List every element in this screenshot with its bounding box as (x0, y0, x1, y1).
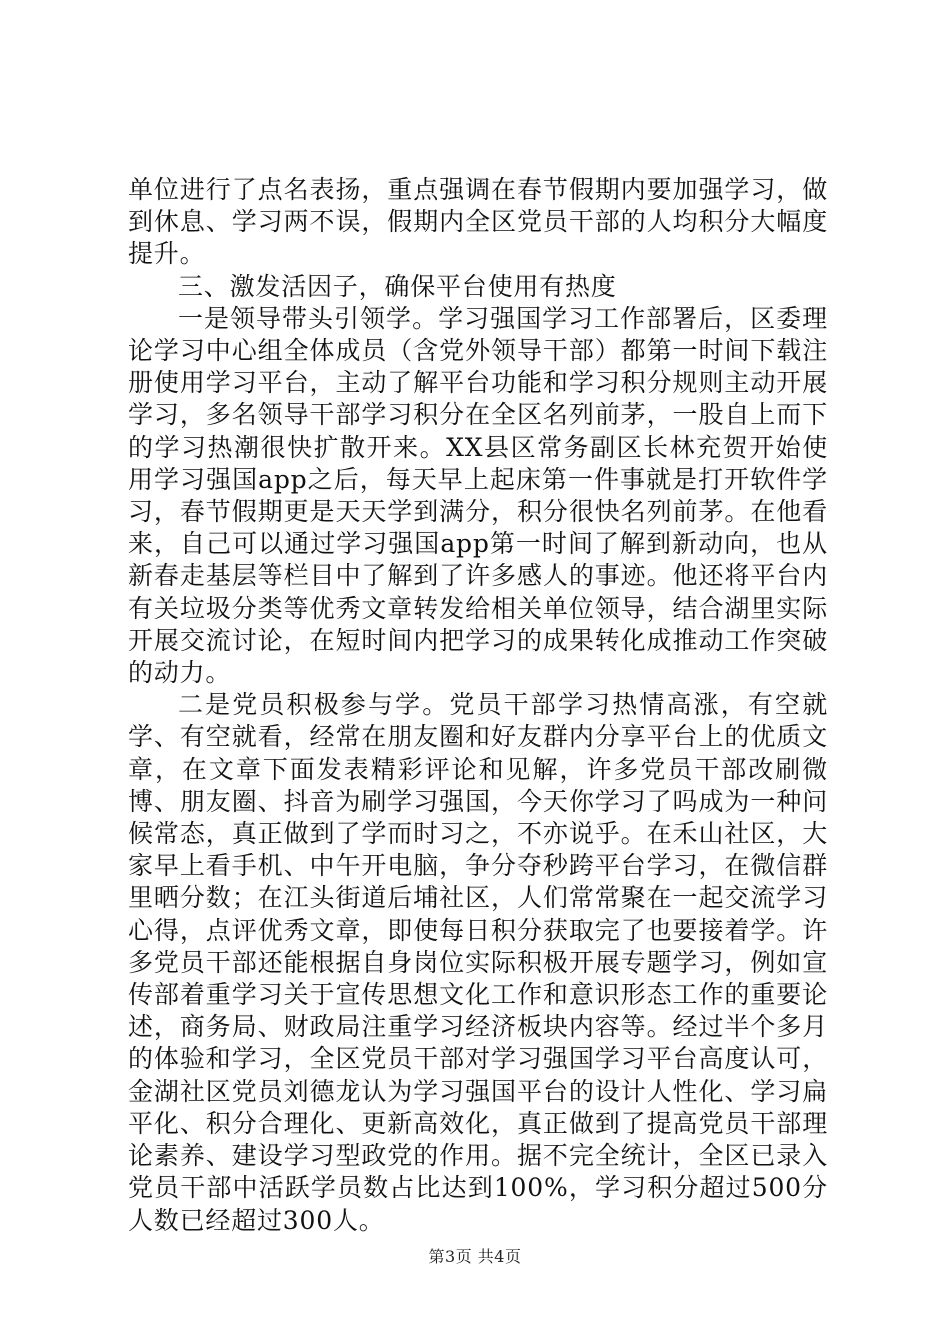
paragraph-members-participate: 二是党员积极参与学。党员干部学习热情高涨，有空就学、有空就看，经常在朋友圈和好友群内分享平台上的优质文章，在文章下面发表精彩评论和见解，许多党员干部改刷微博、朋友圈、抖音为刷学习强国，今天你学习了吗成为一种问候常态，真正做到了学而时习之，不亦说乎。在禾山社区，大家早上看手机、中午开电脑，争分夺秒跨平台学习，在微信群里晒分数；在江头街道后埔社区，人们常常聚在一起交流学习心得，点评优秀文章，即使每日积分获取完了也要接着学。许多党员干部还能根据自身岗位实际积极开展专题学习，例如宣传部着重学习关于宣传思想文化工作和意识形态工作的重要论述，商务局、财政局注重学习经济板块内容等。经过半个多月的体验和学习，全区党员干部对学习强国学习平台高度认可，金湖社区党员刘德龙认为学习强国平台的设计人性化、学习扁平化、积分合理化、更新高效化，真正做到了提高党员干部理论素养、建设学习型政党的作用。据不完全统计，全区已录入党员干部中活跃学员数占比达到100%，学习积分超过500分人数已经超过300人。 (128, 690, 828, 1235)
section-heading-three: 三、激发活因子，确保平台使用有热度 (178, 271, 617, 301)
page-footer: 第3页 共4页 (428, 1247, 522, 1266)
paragraph-continuation: 单位进行了点名表扬，重点强调在春节假期内要加强学习，做到休息、学习两不误，假期内全区党员干部的人均积分大幅度提升。 (128, 175, 828, 269)
paragraph-leaders-lead: 一是领导带头引领学。学习强国学习工作部署后，区委理论学习中心组全体成员（含党外领导干部）都第一时间下载注册使用学习平台，主动了解平台功能和学习积分规则主动开展学习，多名领导干部学习积分在全区名列前茅，一股自上而下的学习热潮很快扩散开来。XX县区常务副区长林充贺开始使用学习强国app之后，每天早上起床第一件事就是打开软件学习，春节假期更是天天学到满分，积分很快名列前茅。在他看来，自己可以通过学习强国app第一时间了解到新动向，也从新春走基层等栏目中了解到了许多感人的事迹。他还将平台内有关垃圾分类等优秀文章转发给相关单位领导，结合湖里实际开展交流讨论，在短时间内把学习的成果转化成推动工作突破的动力。 (128, 303, 828, 688)
document-body (128, 174, 828, 1237)
